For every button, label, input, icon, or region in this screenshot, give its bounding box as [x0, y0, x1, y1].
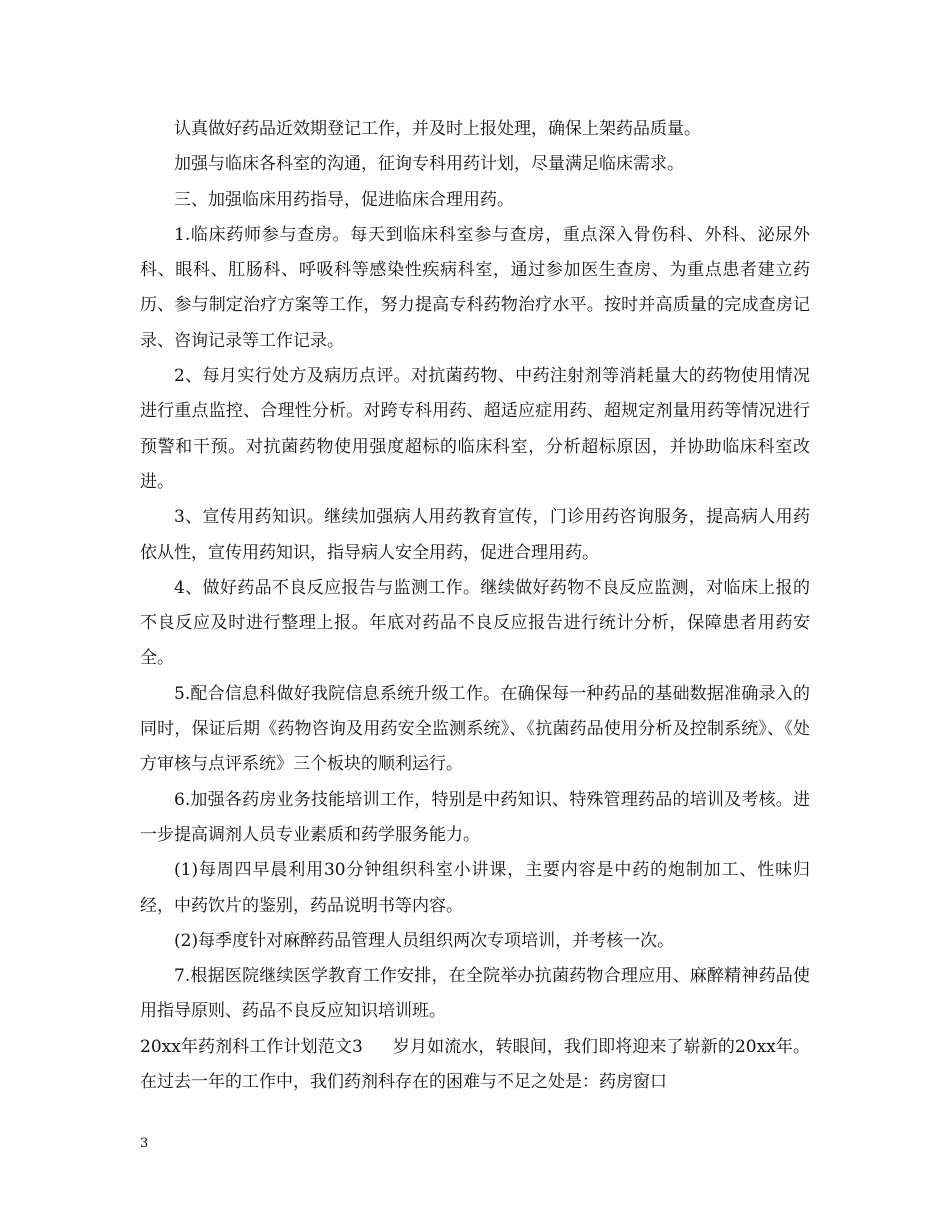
- paragraph-skills-training: 6.加强各药房业务技能培训工作，特别是中药知识、特殊管理药品的培训及考核。进一步提高调剂人员专业素质和药学服务能力。: [140, 789, 810, 845]
- page-number: 3: [140, 1136, 149, 1151]
- paragraph-quarterly-training: (2)每季度针对麻醉药品管理人员组织两次专项培训，并考核一次。: [174, 930, 675, 951]
- document-body: [140, 112, 810, 1100]
- paragraph-adverse-reaction: 4、做好药品不良反应报告与监测工作。继续做好药物不良反应监测，对临床上报的不良反应及时进行整理上报。年底对药品不良反应报告进行统计分析，保障患者用药安全。: [140, 577, 810, 669]
- paragraph-prescription-review: 2、每月实行处方及病历点评。对抗菌药物、中药注射剂等消耗量大的药物使用情况进行重点监控、合理性分析。对跨专科用药、超适应症用药、超规定剂量用药等情况进行预警和干预。对抗菌药物使用强度超标的临床科室，分析超标原因，并协助临床科室改进。: [140, 366, 810, 492]
- section-heading-clinical-guidance: 三、加强临床用药指导，促进临床合理用药。: [174, 189, 514, 210]
- paragraph-continuing-education: 7.根据医院继续医学教育工作安排，在全院举办抗菌药物合理应用、麻醉精神药品使用指导原则、药品不良反应知识培训班。: [140, 966, 810, 1022]
- paragraph-weekly-lecture: (1)每周四早晨利用30分钟组织科室小讲课，主要内容是中药的炮制加工、性味归经，中药饮片的鉴别，药品说明书等内容。: [140, 860, 810, 916]
- section-heading: 20xx年药剂科工作计划范文3: [140, 1036, 363, 1057]
- paragraph-ward-rounds: 1.临床药师参与查房。每天到临床科室参与查房，重点深入骨伤科、外科、泌尿外科、眼科、肛肠科、呼吸科等感染性疾病科室，通过参加医生查房、为重点患者建立药历、参与制定治疗方案等工作，努力提高专科药物治疗水平。按时并高质量的完成查房记录、咨询记录等工作记录。: [140, 224, 810, 351]
- section-body: 岁月如流水，转眼间，我们即将迎来了崭新的20xx年。在过去一年的工作中，我们药剂科存在的困难与不足之处是：药房窗口: [140, 1036, 810, 1093]
- paragraph-medication-education: 3、宣传用药知识。继续加强病人用药教育宣传，门诊用药咨询服务，提高病人用药依从性，宣传用药知识，指导病人安全用药，促进合理用药。: [140, 507, 810, 563]
- paragraph-information-system: 5.配合信息科做好我院信息系统升级工作。在确保每一种药品的基础数据准确录入的同时，保证后期《药物咨询及用药安全监测系统》、《抗菌药品使用分析及控制系统》、《处方审核与点评系统》三个板块的顺利运行。: [140, 683, 810, 775]
- paragraph-expiry-registration: 认真做好药品近效期登记工作，并及时上报处理，确保上架药品质量。: [174, 119, 701, 139]
- paragraph-clinical-communication: 加强与临床各科室的沟通，征询专科用药计划，尽量满足临床需求。: [174, 154, 684, 175]
- section-3-intro: [140, 1030, 810, 1101]
